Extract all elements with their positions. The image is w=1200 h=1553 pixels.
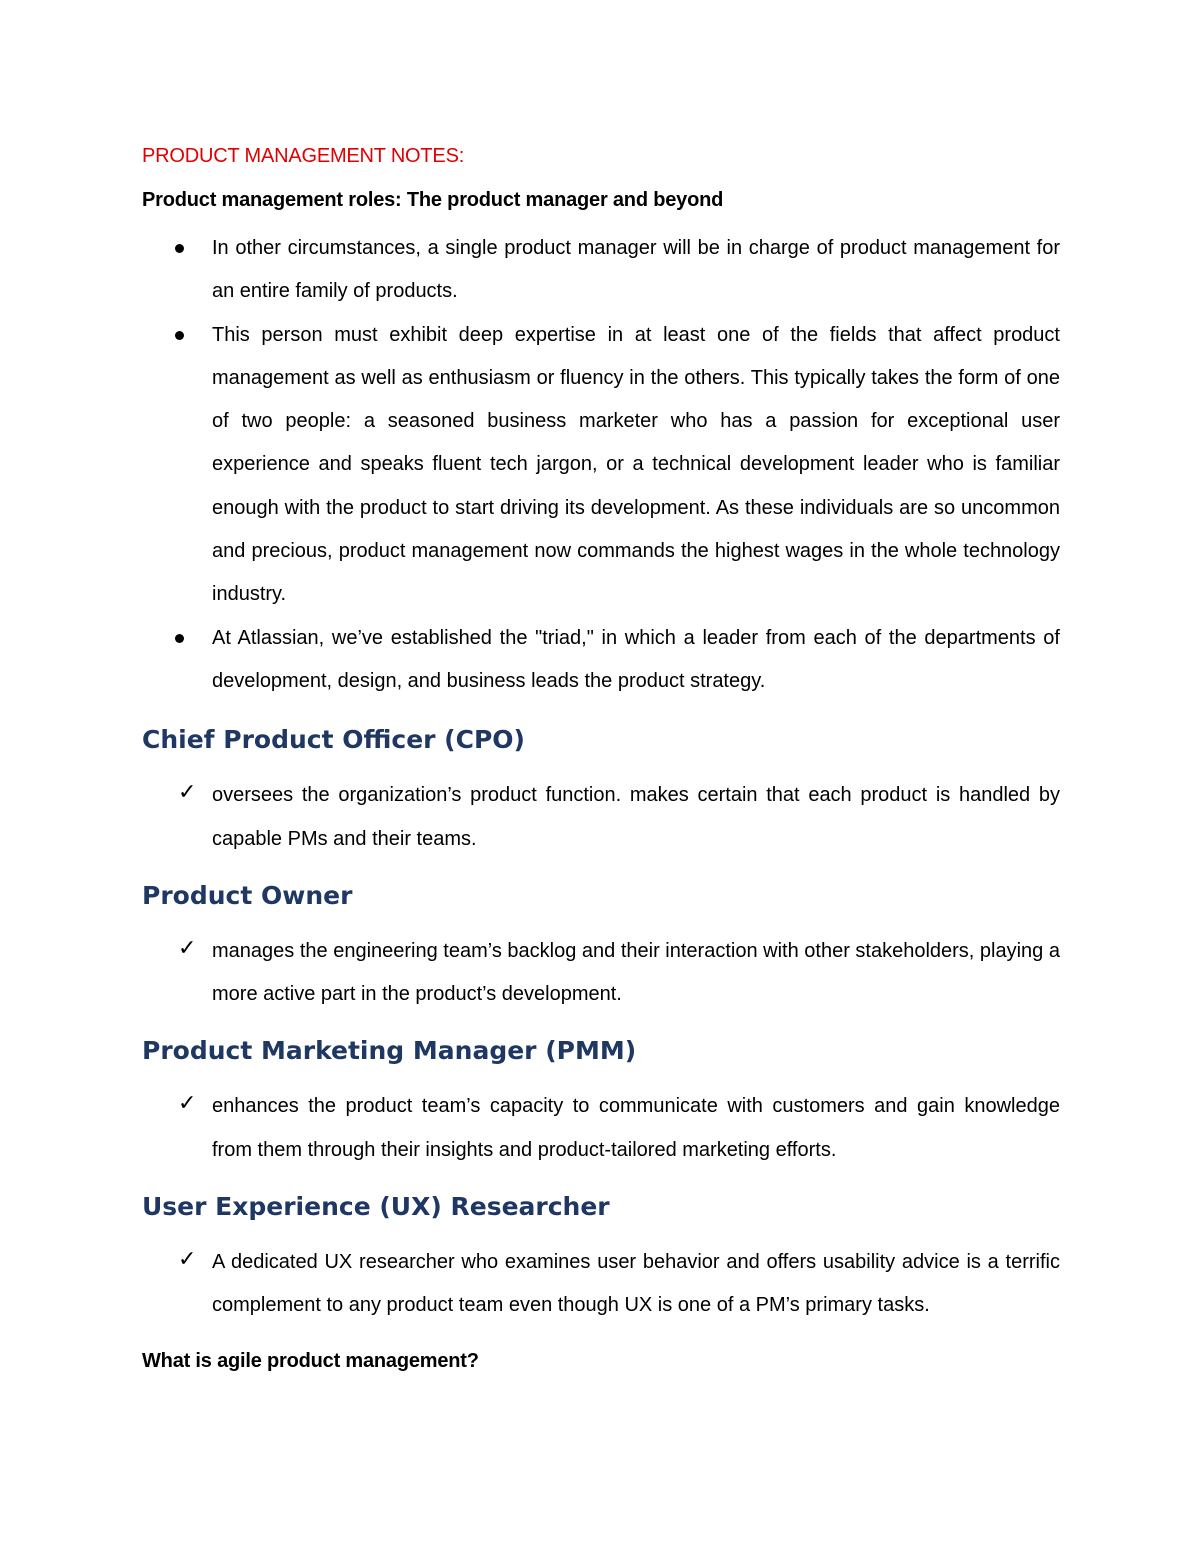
list-item (142, 314, 1060, 617)
list-item-text: In other circumstances, a single product manager will be in charge of product management for an entire family of products. (212, 237, 1060, 303)
bullet-dot-icon (175, 331, 184, 340)
list-item (142, 774, 1060, 861)
checkmark-icon: ✓ (178, 1091, 197, 1117)
ux-researcher-check-list (142, 1241, 1060, 1328)
list-item-text: A dedicated UX researcher who examines user behavior and offers usability advice is a terrific complement to any product team even though UX is one of a PM’s primary tasks. (212, 1251, 1060, 1317)
list-item (142, 617, 1060, 704)
section-heading-cpo: Chief Product Officer (CPO) (142, 725, 525, 755)
list-item-text: enhances the product team’s capacity to communicate with customers and gain knowledge from them through their insights and product-tailored marketing efforts. (212, 1095, 1060, 1161)
list-item-text: This person must exhibit deep expertise in at least one of the fields that affect product management as well as enthusiasm or fluency in the others. This typically takes the form of one of two people: a seasoned business marketer who has a passion for exceptional user experience and speaks fluent tech jargon, or a technical development leader who is familiar enough with the product to start driving its development. As these individuals are so uncommon and precious, product management now commands the highest wages in the whole technology industry. (212, 323, 1060, 606)
list-item-text: manages the engineering team’s backlog and their interaction with other stakeholders, playing a more active part in the product’s development. (212, 939, 1060, 1006)
list-item (142, 930, 1060, 1017)
list-item-text: At Atlassian, we’ve established the "triad," in which a leader from each of the departments of development, design, and business leads the product strategy. (212, 626, 1060, 692)
list-item (142, 1085, 1060, 1172)
document-page (142, 140, 1060, 1377)
list-item (142, 227, 1060, 314)
document-title: PRODUCT MANAGEMENT NOTES: (142, 145, 465, 167)
roles-subheading: Product management roles: The product manager and beyond (142, 189, 724, 211)
roles-bullet-list (142, 227, 1060, 703)
section-heading-ux-researcher: User Experience (UX) Researcher (142, 1192, 610, 1222)
section-heading-product-owner: Product Owner (142, 880, 353, 910)
cpo-check-list (142, 774, 1060, 861)
checkmark-icon: ✓ (178, 780, 197, 806)
closing-question: What is agile product management? (142, 1349, 479, 1372)
product-owner-check-list (142, 930, 1060, 1017)
bullet-dot-icon (175, 634, 184, 643)
bullet-dot-icon (175, 244, 184, 253)
checkmark-icon: ✓ (178, 1247, 197, 1273)
list-item (142, 1241, 1060, 1328)
checkmark-icon: ✓ (178, 935, 197, 961)
section-heading-pmm: Product Marketing Manager (PMM) (142, 1036, 637, 1066)
list-item-text: oversees the organization’s product function. makes certain that each product is handled by capable PMs and their teams. (212, 784, 1060, 850)
pmm-check-list (142, 1085, 1060, 1172)
